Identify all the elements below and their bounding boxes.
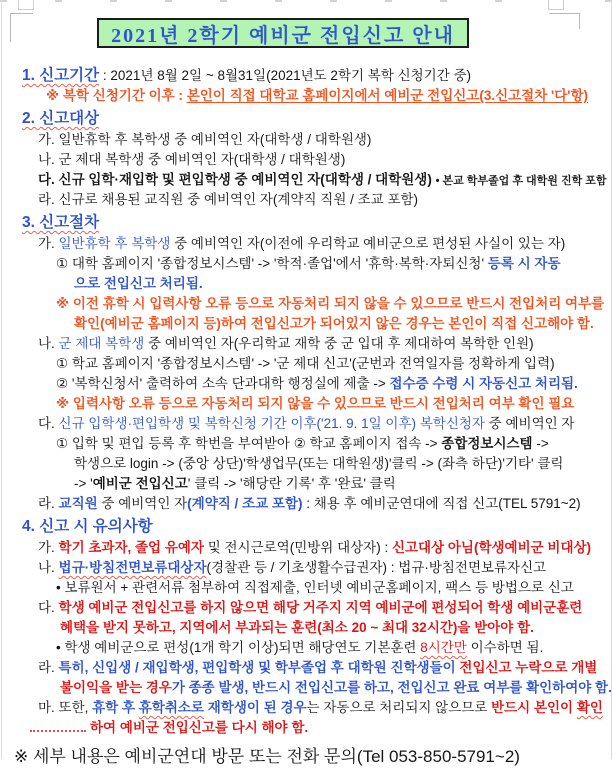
text-segment: 마. 또한, — [38, 700, 93, 715]
text-segment: 하여 예비군 전입신고를 다시 해야 함. — [90, 720, 309, 735]
text-segment: 나. 군 제대 복학생 중 예비역인 자(대학생 / 대학원생) — [38, 152, 346, 167]
text-segment: 라. — [38, 496, 59, 511]
text-segment: • 학생 예비군으로 편성(1개 학기 이상)되면 해당연도 기본훈련 — [56, 640, 421, 655]
text-segment: ※ 세부 내용은 예비군연대 방문 또는 전화 문의(Tel 053-850-5791~2) — [14, 747, 520, 766]
step-line — [0, 434, 612, 454]
text-segment: ※ 입력사항 오류 등으로 자동처리 되지 않을 수 있으므로 반드시 전입처리 여부 확인 필요 — [56, 396, 575, 411]
page-title: 2021년 2학기 예비군 전입신고 안내 — [111, 24, 455, 47]
text-segment: 중 예비역인 자 — [484, 416, 575, 431]
section-4-item-ma — [0, 698, 612, 718]
text-segment: 휴학취소로 — [138, 700, 204, 715]
text-segment: 3. 신고절차 — [22, 214, 100, 231]
section-1-note — [0, 86, 612, 106]
text-segment: ※ 복학 신청기간 이후 : — [46, 88, 187, 103]
text-segment: ① 입학 및 편입 등록 후 학번을 부여받아 ② 학교 홈페이지 접속 -> — [56, 436, 442, 451]
section-4-item-ga — [0, 538, 612, 558]
footer-note — [0, 744, 612, 770]
section-3-heading — [0, 212, 612, 234]
text-segment: 4. 신고 시 유의사항 — [22, 518, 153, 535]
text-segment: 으로 전입신고 처리됨. — [74, 276, 203, 291]
step-line-wrap — [0, 474, 612, 494]
text-segment: ① 대학 홈페이지 '종합정보시스템' -> '학적·졸업'에서 '휴학·복학·자퇴신청' — [56, 256, 488, 271]
text-segment: 다. — [38, 416, 59, 431]
page-corner-mark-left — [10, 13, 33, 42]
text-segment: ' 클릭 -> '해당란 기록' 후 '완료' 클릭 — [187, 476, 396, 491]
text-segment: 접수증 수령 시 자동신고 처리됨. — [389, 376, 578, 391]
section-4-item-ra — [0, 658, 612, 678]
text-segment: 다. 신규 입학·재입학 및 편입학생 중 예비역인 자(대학생 / 대학원생) — [38, 172, 436, 187]
text-segment: • 보류원서 + 관련서류 첨부하여 직접제출, 인터넷 예비군홈페이지, 팩스 등 방법으로 신고 — [56, 580, 574, 595]
bullet-line — [0, 638, 612, 658]
text-segment: 중 예비역인 자(이전에 우리학교 예비군으로 편성된 사실이 있는 자) — [170, 236, 566, 251]
text-segment: ① 학교 홈페이지 '종합정보시스템' -> '군 제대 신고'(군번과 전역일자를 정확하게 입력) — [56, 356, 555, 371]
text-segment: -> — [532, 436, 549, 451]
text-segment: 종합정보시스템 — [441, 436, 533, 451]
text-segment: 반드시 본인이 — [491, 700, 577, 715]
text-segment: 확인 — [576, 700, 603, 715]
section-2-item-ra — [0, 190, 612, 210]
text-segment: 학생으로 login -> (중앙 상단)'학생업무(또는 대학원생)'클릭 -> (좌측 하단)'기타' 클릭 — [74, 456, 564, 471]
text-segment: 학기 초과자, 졸업 유예자 — [58, 540, 204, 555]
section-3-item-ra — [0, 494, 612, 514]
section-2-heading — [0, 108, 612, 130]
text-segment: -> ' — [74, 476, 93, 491]
text-segment: 및 전시근로역(민방위 대상자) : — [203, 540, 392, 555]
text-segment: ※ 이전 휴학 시 입력사항 오류 등으로 자동처리 되지 않을 수 있으므로 반드시 전입처리 여부를 — [56, 296, 605, 311]
text-segment: : — [99, 68, 111, 83]
text-segment: 교직원 — [58, 496, 98, 511]
step-line-wrap — [0, 454, 612, 474]
text-segment: 확인(예비군 홈페이지 등)하여 전입신고가 되어있지 않은 경우는 본인이 직접 신고해야 함. — [74, 316, 594, 331]
text-segment: 전입신고 누락으로 개별 — [459, 660, 598, 675]
section-4-item-da — [0, 598, 612, 618]
text-segment: 라. 신규로 채용된 교직원 중 예비역인 자(계약직 직원 / 조교 포함) — [38, 192, 419, 207]
text-segment: 재학생이 된 경우 — [203, 700, 307, 715]
step-line — [0, 354, 612, 374]
step-line — [0, 254, 612, 274]
ruler-ticks — [0, 0, 612, 2]
text-segment: 2021년 8월 2일 ~ 8월31일(2021년도 2학기 복학 신청기간 중) — [110, 68, 472, 83]
section-4-item-da-wrap — [0, 618, 612, 638]
text-segment: 불이익을 받는 경우 — [60, 680, 172, 695]
text-segment: 가. — [38, 540, 59, 555]
text-segment: 휴학 후 — [92, 700, 139, 715]
text-segment: 1. 신고기간 — [22, 67, 100, 84]
text-segment: 신고대상 아님(학생예비군 비대상) — [391, 540, 592, 555]
section-4-heading — [0, 516, 612, 538]
text-segment: 법규·방침전면보류대상자 — [58, 560, 207, 575]
text-segment: 중 예비역인 자 — [97, 496, 188, 511]
spellcheck-squiggle — [30, 726, 86, 732]
text-segment: 가. 일반휴학 후 복학생 중 예비역인 자(대학생 / 대학원생) — [38, 132, 372, 147]
warning-note-wrap — [0, 314, 612, 334]
section-4-item-na — [0, 558, 612, 578]
text-segment: 나. — [38, 560, 59, 575]
warning-note — [0, 394, 612, 414]
text-segment: • 본교 학부졸업 후 대학원 진학 포함 — [435, 175, 607, 187]
section-1-heading — [0, 66, 612, 86]
margin-notch-right — [548, 0, 564, 10]
text-segment: : 채용 후 예비군연대에 직접 신고(TEL 5791~2) — [302, 496, 581, 511]
text-segment: 가. — [38, 236, 59, 251]
step-line — [0, 374, 612, 394]
text-segment: 본인이 직접 대학교 홈페이지에서 예비군 전입신고(3.신고절차 '다'항) — [186, 88, 588, 103]
text-segment: 2. 신고대상 — [22, 110, 100, 127]
section-2-item-ga — [0, 130, 612, 150]
section-2-item-na — [0, 150, 612, 170]
document-lines — [0, 60, 612, 770]
section-2-item-da — [0, 170, 612, 190]
page-corner-mark-right — [549, 13, 580, 29]
text-segment: 신규 입학생·편입학생 및 복학신청 기간 이후('21. 9. 1일 이후) 복학신청자 — [58, 416, 485, 431]
section-3-item-ga — [0, 234, 612, 254]
text-segment: 군 제대 복학생 — [58, 336, 145, 351]
text-segment: 학생 예비군 전입신고를 하지 않으면 해당 거주지 지역 예비군에 편성되어 학생 예비군훈련 — [58, 600, 583, 615]
step-line-wrap — [0, 274, 612, 294]
text-segment: 특히, 신입생 / 재입학생, 편입학생 및 학부졸업 후 대학원 진학생들이 — [58, 660, 460, 675]
text-segment: 이수하면 됨. — [466, 640, 544, 655]
text-segment: 등록 시 자동 — [487, 256, 561, 271]
text-segment: 8시간만 — [420, 640, 467, 655]
text-segment: 일반휴학 후 복학생 — [58, 236, 171, 251]
text-segment: 다. — [38, 600, 59, 615]
text-segment: (경찰관 등 / 기초생활수급권자) : 법규·방침전면보류자신고 — [206, 560, 547, 575]
text-segment: 라. — [38, 660, 59, 675]
section-4-item-ma-wrap — [0, 718, 612, 738]
section-3-item-da — [0, 414, 612, 434]
text-segment: 예비군 전입신고 — [92, 476, 188, 491]
section-3-item-na — [0, 334, 612, 354]
warning-note — [0, 294, 612, 314]
text-segment: 혜택을 받지 못하고, 지역에서 부과되는 훈련(최소 20 ~ 최대 32시간)을 받아야 함. — [60, 620, 534, 635]
text-segment: 는 자동으로 처리되지 않으므로 — [306, 700, 492, 715]
title-banner — [97, 18, 469, 48]
section-4-item-ra-wrap — [0, 678, 612, 698]
text-segment: 가 종종 발생, 반드시 전입신고를 하고, 전입신고 완료 여부를 확인하여야 함. — [171, 680, 612, 695]
bullet-line — [0, 578, 612, 598]
text-segment: 중 예비역인 자(우리학교 재학 중 군 입대 후 제대하여 복학한 인원) — [144, 336, 534, 351]
margin-notch-left — [18, 0, 34, 10]
text-segment: ② '복학신청서' 출력하여 소속 단과대학 행정실에 제출 -> — [56, 376, 390, 391]
text-segment: 나. — [38, 336, 59, 351]
text-segment: (계약직 / 조교 포함) — [187, 496, 303, 511]
